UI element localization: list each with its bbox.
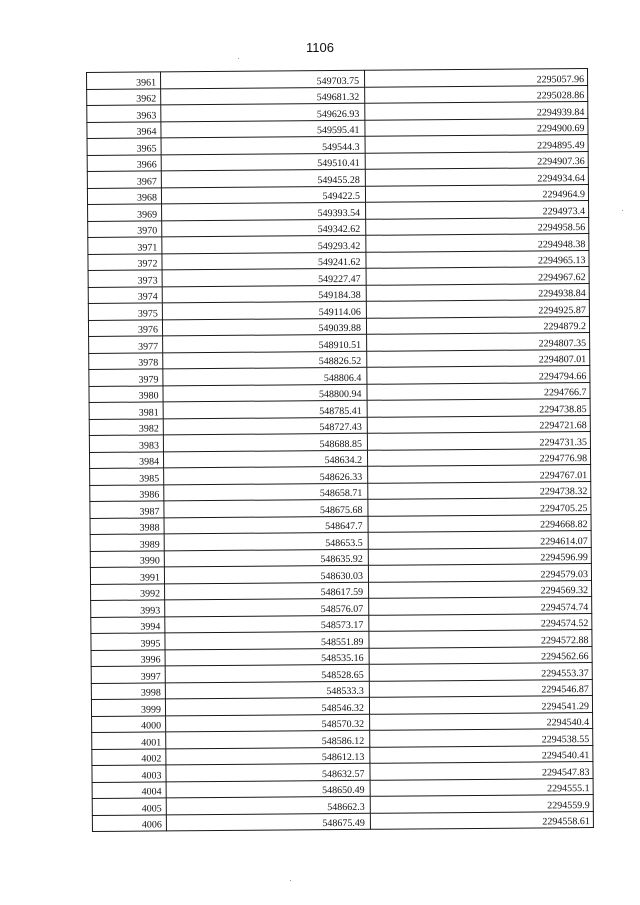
y-coordinate-cell: 2294973.4 [366,201,589,219]
point-id-cell: 3964 [87,121,161,138]
y-coordinate-cell: 2294547.83 [370,762,593,780]
point-id-cell: 3981 [89,402,163,419]
y-coordinate-cell: 2294965.13 [366,250,589,268]
x-coordinate-cell: 548806.4 [163,367,367,385]
x-coordinate-cell: 548612.13 [166,747,370,765]
x-coordinate-cell: 549039.88 [162,318,366,336]
y-coordinate-cell: 2294546.87 [369,679,592,697]
x-coordinate-cell: 548576.07 [165,598,369,616]
y-coordinate-cell: 2294721.68 [367,415,590,433]
y-coordinate-cell: 2294776.98 [367,448,590,466]
y-coordinate-cell: 2294596.99 [368,547,591,565]
y-coordinate-cell: 2294574.52 [369,613,592,631]
coordinates-table-container [86,68,593,832]
point-id-cell: 3994 [91,616,165,633]
point-id-cell: 3971 [88,237,162,254]
y-coordinate-cell: 2294948.38 [366,234,589,252]
y-coordinate-cell: 2294541.29 [369,696,592,714]
coordinates-table [86,68,594,832]
x-coordinate-cell: 549626.93 [161,103,365,121]
point-id-cell: 3992 [91,583,165,600]
x-coordinate-cell: 548653.5 [164,532,368,550]
point-id-cell: 3966 [87,154,161,171]
x-coordinate-cell: 549393.54 [162,202,366,220]
y-coordinate-cell: 2294938.84 [366,283,589,301]
point-id-cell: 3993 [91,600,165,617]
scan-speck [238,58,239,59]
point-id-cell: 3978 [89,352,163,369]
y-coordinate-cell: 2294731.35 [367,432,590,450]
x-coordinate-cell: 549510.41 [161,153,365,171]
x-coordinate-cell: 549544.3 [161,136,365,154]
y-coordinate-cell: 2294553.37 [369,663,592,681]
x-coordinate-cell: 548533.3 [165,681,369,699]
x-coordinate-cell: 548727.43 [163,417,367,435]
x-coordinate-cell: 549227.47 [162,268,366,286]
point-id-cell: 4000 [92,715,166,732]
point-id-cell: 3970 [88,220,162,237]
scan-speck [290,880,291,881]
point-id-cell: 3972 [88,253,162,270]
x-coordinate-cell: 549455.28 [161,169,365,187]
x-coordinate-cell: 548785.41 [163,400,367,418]
point-id-cell: 3995 [91,633,165,650]
y-coordinate-cell: 2294766.7 [367,382,590,400]
x-coordinate-cell: 548826.52 [163,351,367,369]
point-id-cell: 4002 [92,748,166,765]
point-id-cell: 3988 [90,517,164,534]
x-coordinate-cell: 548535.16 [165,648,369,666]
point-id-cell: 3982 [89,418,163,435]
y-coordinate-cell: 2294574.74 [369,597,592,615]
point-id-cell: 3983 [89,435,163,452]
x-coordinate-cell: 549293.42 [162,235,366,253]
point-id-cell: 3962 [87,88,161,105]
table-row [92,811,593,831]
x-coordinate-cell: 548647.7 [164,516,368,534]
x-coordinate-cell: 549422.5 [161,186,365,204]
point-id-cell: 3987 [90,501,164,518]
point-id-cell: 3989 [90,534,164,551]
page-number: 1106 [306,40,334,55]
point-id-cell: 3986 [90,484,164,501]
y-coordinate-cell: 2294807.35 [367,333,590,351]
point-id-cell: 3969 [88,204,162,221]
point-id-cell: 3976 [88,319,162,336]
point-id-cell: 3961 [87,72,161,89]
x-coordinate-cell: 548658.71 [164,483,368,501]
x-coordinate-cell: 548910.51 [163,334,367,352]
x-coordinate-cell: 548617.59 [165,582,369,600]
y-coordinate-cell: 2295028.86 [365,85,588,103]
x-coordinate-cell: 549184.38 [162,285,366,303]
y-coordinate-cell: 2294738.85 [367,399,590,417]
point-id-cell: 4003 [92,765,166,782]
y-coordinate-cell: 2294569.32 [369,580,592,598]
x-coordinate-cell: 548688.85 [163,433,367,451]
coordinates-table-body [87,69,594,832]
x-coordinate-cell: 548662.3 [166,796,370,814]
y-coordinate-cell: 2294668.82 [368,514,591,532]
y-coordinate-cell: 2294900.69 [365,118,588,136]
point-id-cell: 3984 [89,451,163,468]
x-coordinate-cell: 548586.12 [166,730,370,748]
y-coordinate-cell: 2294572.88 [369,630,592,648]
point-id-cell: 3999 [91,699,165,716]
y-coordinate-cell: 2294767.01 [368,465,591,483]
y-coordinate-cell: 2294879.2 [366,316,589,334]
point-id-cell: 3963 [87,105,161,122]
y-coordinate-cell: 2294964.9 [365,184,588,202]
point-id-cell: 4006 [92,814,166,831]
y-coordinate-cell: 2294558.61 [370,811,593,829]
x-coordinate-cell: 548650.49 [166,780,370,798]
y-coordinate-cell: 2294614.07 [368,531,591,549]
point-id-cell: 3997 [91,666,165,683]
x-coordinate-cell: 548632.57 [166,763,370,781]
point-id-cell: 3990 [90,550,164,567]
x-coordinate-cell: 548675.68 [164,499,368,517]
y-coordinate-cell: 2295057.96 [364,69,587,87]
point-id-cell: 3979 [89,369,163,386]
point-id-cell: 3967 [87,171,161,188]
point-id-cell: 3985 [90,468,164,485]
y-coordinate-cell: 2294540.41 [370,745,593,763]
point-id-cell: 3980 [89,385,163,402]
x-coordinate-cell: 548546.32 [165,697,369,715]
point-id-cell: 3973 [88,270,162,287]
y-coordinate-cell: 2294555.1 [370,778,593,796]
point-id-cell: 3968 [87,187,161,204]
y-coordinate-cell: 2294895.49 [365,135,588,153]
point-id-cell: 3991 [90,567,164,584]
y-coordinate-cell: 2294907.36 [365,151,588,169]
y-coordinate-cell: 2294738.32 [368,481,591,499]
point-id-cell: 3996 [91,649,165,666]
point-id-cell: 3975 [88,303,162,320]
x-coordinate-cell: 548675.49 [166,813,370,831]
x-coordinate-cell: 548635.92 [164,549,368,567]
point-id-cell: 4001 [92,732,166,749]
point-id-cell: 3965 [87,138,161,155]
y-coordinate-cell: 2294559.9 [370,795,593,813]
x-coordinate-cell: 548573.17 [165,615,369,633]
x-coordinate-cell: 548551.89 [165,631,369,649]
y-coordinate-cell: 2294967.62 [366,267,589,285]
x-coordinate-cell: 549241.62 [162,252,366,270]
y-coordinate-cell: 2294939.84 [365,102,588,120]
x-coordinate-cell: 548528.65 [165,664,369,682]
y-coordinate-cell: 2294538.55 [370,729,593,747]
x-coordinate-cell: 548800.94 [163,384,367,402]
x-coordinate-cell: 548570.32 [166,714,370,732]
y-coordinate-cell: 2294934.64 [365,168,588,186]
y-coordinate-cell: 2294579.03 [368,564,591,582]
point-id-cell: 4004 [92,781,166,798]
y-coordinate-cell: 2294958.56 [366,217,589,235]
point-id-cell: 3998 [91,682,165,699]
y-coordinate-cell: 2294807.01 [367,349,590,367]
x-coordinate-cell: 548630.03 [164,565,368,583]
point-id-cell: 3974 [88,286,162,303]
point-id-cell: 3977 [89,336,163,353]
y-coordinate-cell: 2294925.87 [366,300,589,318]
scan-speck [622,210,623,211]
x-coordinate-cell: 548626.33 [164,466,368,484]
y-coordinate-cell: 2294540.4 [370,712,593,730]
x-coordinate-cell: 549595.41 [161,120,365,138]
y-coordinate-cell: 2294794.66 [367,366,590,384]
x-coordinate-cell: 548634.2 [163,450,367,468]
y-coordinate-cell: 2294562.66 [369,646,592,664]
point-id-cell: 4005 [92,798,166,815]
y-coordinate-cell: 2294705.25 [368,498,591,516]
x-coordinate-cell: 549342.62 [162,219,366,237]
x-coordinate-cell: 549114.06 [162,301,366,319]
x-coordinate-cell: 549681.32 [161,87,365,105]
x-coordinate-cell: 549703.75 [161,70,365,88]
